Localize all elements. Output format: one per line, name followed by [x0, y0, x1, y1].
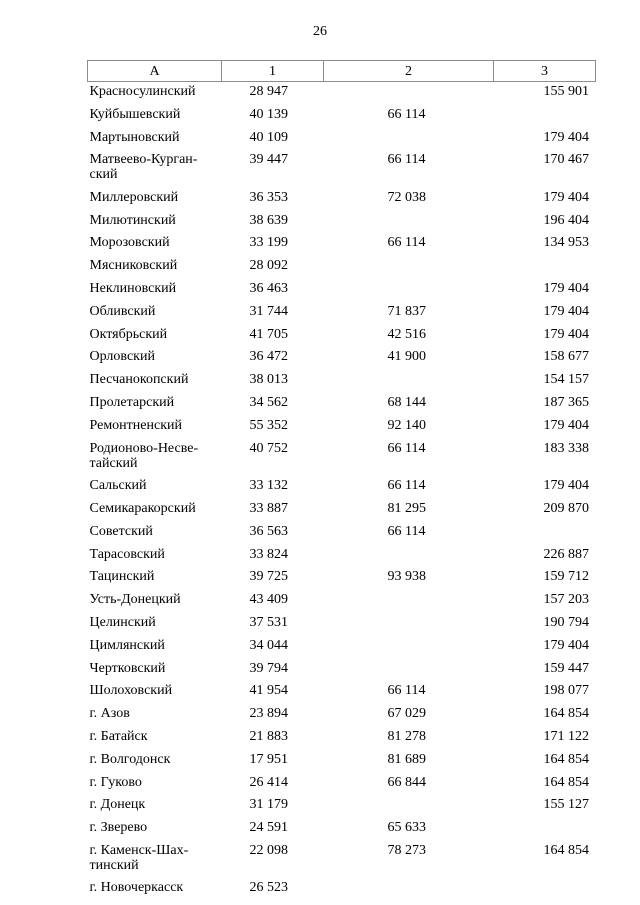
table-row — [88, 613, 596, 636]
col-3-cell — [494, 105, 596, 128]
col-1-cell: 41 954 — [249, 683, 288, 699]
row-name-cell: Тарасовский — [89, 546, 165, 562]
col-3-cell: 179 404 — [543, 303, 589, 319]
col-2-cell: 65 633 — [387, 820, 426, 836]
col-3-cell: 187 365 — [543, 395, 589, 411]
col-2-cell: 71 837 — [387, 303, 426, 319]
row-name-cell: Орловский — [89, 349, 155, 365]
col-2-cell: 72 038 — [387, 189, 426, 205]
col-1-cell: 34 562 — [249, 395, 288, 411]
col-1-cell: 40 109 — [249, 129, 288, 145]
table-row — [88, 233, 596, 256]
col-2-cell: 92 140 — [387, 417, 426, 433]
row-name-cell: Милютинский — [89, 212, 176, 228]
row-name-cell: г. Каменск-Шах-тинский — [89, 842, 189, 873]
col-3-cell: 179 404 — [543, 281, 589, 297]
table-row — [88, 499, 596, 522]
row-name-cell: Миллеровский — [89, 189, 179, 205]
col-1-cell: 33 887 — [249, 500, 288, 516]
row-name-cell: Советский — [89, 523, 153, 539]
row-name-cell: Песчанокопский — [89, 372, 189, 388]
col-2-cell — [324, 590, 494, 613]
col-3-cell: 179 404 — [543, 637, 589, 653]
col-3-cell: 164 854 — [543, 706, 589, 722]
col-3-cell — [494, 878, 596, 901]
col-1-cell: 37 531 — [249, 614, 288, 630]
table-row — [88, 105, 596, 128]
col-1-cell: 33 824 — [249, 546, 288, 562]
col-1-cell: 17 951 — [249, 751, 288, 767]
col-2-cell: 66 114 — [387, 106, 426, 122]
table-row — [88, 818, 596, 841]
col-1-cell: 31 744 — [249, 303, 288, 319]
col-2-cell: 81 295 — [387, 500, 426, 516]
col-1-cell: 36 463 — [249, 281, 288, 297]
table-row — [88, 727, 596, 750]
row-name-cell: Шолоховский — [89, 683, 173, 699]
table-row — [88, 370, 596, 393]
row-name-cell: Пролетарский — [89, 395, 175, 411]
row-name-cell: Морозовский — [89, 235, 170, 251]
col-1-cell: 40 752 — [249, 440, 288, 456]
table-row — [88, 567, 596, 590]
row-name-cell: г. Зверево — [89, 820, 148, 836]
table-row — [88, 750, 596, 773]
col-3-cell: 159 447 — [543, 660, 589, 676]
table-row — [88, 82, 596, 105]
table-row — [88, 476, 596, 499]
col-3-cell: 170 467 — [543, 152, 589, 168]
col-2-cell — [324, 613, 494, 636]
col-3-cell: 157 203 — [543, 592, 589, 608]
header-col-2: 2 — [324, 61, 494, 82]
col-1-cell: 28 092 — [249, 258, 288, 274]
row-name-cell: Неклиновский — [89, 281, 177, 297]
col-3-cell: 158 677 — [543, 349, 589, 365]
table-row — [88, 279, 596, 302]
header-col-1: 1 — [222, 61, 324, 82]
col-3-cell: 179 404 — [543, 417, 589, 433]
table-row — [88, 659, 596, 682]
table-row — [88, 773, 596, 796]
col-2-cell: 81 689 — [387, 751, 426, 767]
col-2-cell — [324, 636, 494, 659]
col-3-cell: 190 794 — [543, 614, 589, 630]
col-2-cell: 66 114 — [387, 478, 426, 494]
col-2-cell: 78 273 — [387, 842, 426, 858]
col-3-cell: 154 157 — [543, 372, 589, 388]
col-3-cell: 179 404 — [543, 326, 589, 342]
col-2-cell: 66 114 — [387, 152, 426, 168]
col-1-cell: 39 794 — [249, 660, 288, 676]
table-row — [88, 150, 596, 188]
col-1-cell: 22 098 — [249, 842, 288, 858]
table-row — [88, 841, 596, 879]
col-2-cell — [324, 279, 494, 302]
col-2-cell: 42 516 — [387, 326, 426, 342]
col-2-cell: 66 114 — [387, 440, 426, 456]
col-2-cell — [324, 256, 494, 279]
col-3-cell: 164 854 — [543, 774, 589, 790]
table-row — [88, 704, 596, 727]
col-3-cell: 179 404 — [543, 189, 589, 205]
col-3-cell: 226 887 — [543, 546, 589, 562]
col-1-cell: 38 639 — [249, 212, 288, 228]
table-row — [88, 878, 596, 901]
table-row — [88, 211, 596, 234]
col-3-cell: 179 404 — [543, 478, 589, 494]
row-name-cell: Октябрьский — [89, 326, 168, 342]
row-name-cell: г. Донецк — [89, 797, 146, 813]
col-1-cell: 39 725 — [249, 569, 288, 585]
table-row — [88, 188, 596, 211]
table-row — [88, 256, 596, 279]
row-name-cell: г. Азов — [89, 706, 130, 722]
table-row — [88, 795, 596, 818]
col-2-cell — [324, 545, 494, 568]
header-col-a: А — [88, 61, 222, 82]
row-name-cell: Семикаракорский — [89, 500, 196, 516]
col-2-cell: 68 144 — [387, 395, 426, 411]
col-2-cell — [324, 659, 494, 682]
table-row — [88, 439, 596, 477]
col-2-cell — [324, 82, 494, 105]
col-2-cell — [324, 795, 494, 818]
row-name-cell: Мясниковский — [89, 258, 178, 274]
row-name-cell: Мартыновский — [89, 129, 180, 145]
col-3-cell: 155 901 — [543, 84, 589, 99]
row-name-cell: Куйбышевский — [89, 106, 181, 122]
table-row — [88, 522, 596, 545]
col-3-cell: 198 077 — [543, 683, 589, 699]
table-row — [88, 545, 596, 568]
col-3-cell: 196 404 — [543, 212, 589, 228]
table-row — [88, 681, 596, 704]
col-2-cell — [324, 370, 494, 393]
row-name-cell: Сальский — [89, 478, 147, 494]
row-name-cell: Красносулинский — [89, 84, 196, 99]
col-1-cell: 39 447 — [249, 152, 288, 168]
col-2-cell — [324, 878, 494, 901]
col-3-cell: 179 404 — [543, 129, 589, 145]
table-header — [88, 61, 596, 82]
col-1-cell: 31 179 — [249, 797, 288, 813]
col-1-cell: 55 352 — [249, 417, 288, 433]
col-1-cell: 36 563 — [249, 523, 288, 539]
header-col-3: 3 — [494, 61, 596, 82]
table-row — [88, 302, 596, 325]
col-1-cell: 21 883 — [249, 728, 288, 744]
col-3-cell: 164 854 — [543, 842, 589, 858]
table-row — [88, 636, 596, 659]
col-1-cell: 33 199 — [249, 235, 288, 251]
col-1-cell: 26 523 — [249, 880, 288, 896]
col-2-cell: 93 938 — [387, 569, 426, 585]
row-name-cell: Цимлянский — [89, 637, 165, 653]
row-name-cell: Ремонтненский — [89, 417, 182, 433]
col-1-cell: 33 132 — [249, 478, 288, 494]
col-3-cell: 209 870 — [543, 500, 589, 516]
col-3-cell: 171 122 — [543, 728, 589, 744]
col-2-cell: 66 844 — [387, 774, 426, 790]
col-2-cell: 67 029 — [387, 706, 426, 722]
col-2-cell: 41 900 — [387, 349, 426, 365]
col-1-cell: 23 894 — [249, 706, 288, 722]
col-1-cell: 24 591 — [249, 820, 288, 836]
row-name-cell: г. Волгодонск — [89, 751, 171, 767]
row-name-cell: г. Гуково — [89, 774, 142, 790]
col-3-cell — [494, 256, 596, 279]
col-1-cell: 38 013 — [249, 372, 288, 388]
col-1-cell: 26 414 — [249, 774, 288, 790]
table-body — [88, 82, 596, 902]
data-table — [87, 60, 596, 901]
col-3-cell — [494, 522, 596, 545]
row-name-cell: Целинский — [89, 614, 156, 630]
col-1-cell: 43 409 — [249, 592, 288, 608]
table-row — [88, 393, 596, 416]
col-1-cell: 36 472 — [249, 349, 288, 365]
col-1-cell: 36 353 — [249, 189, 288, 205]
col-1-cell: 40 139 — [249, 106, 288, 122]
col-2-cell — [324, 128, 494, 151]
table-row — [88, 590, 596, 613]
col-3-cell: 155 127 — [543, 797, 589, 813]
row-name-cell: г. Батайск — [89, 728, 148, 744]
col-3-cell: 183 338 — [543, 440, 589, 456]
row-name-cell: Обливский — [89, 303, 156, 319]
col-2-cell: 66 114 — [387, 235, 426, 251]
row-name-cell: Родионово-Несве-тайский — [89, 440, 199, 471]
col-3-cell: 164 854 — [543, 751, 589, 767]
col-1-cell: 28 947 — [249, 84, 288, 99]
header-row — [88, 61, 596, 82]
row-name-cell: Чертковский — [89, 660, 166, 676]
page-number: 26 — [313, 24, 327, 39]
col-3-cell — [494, 818, 596, 841]
col-2-cell: 66 114 — [387, 683, 426, 699]
col-1-cell: 34 044 — [249, 637, 288, 653]
table-row — [88, 416, 596, 439]
row-name-cell: Тацинский — [89, 569, 155, 585]
row-name-cell: Усть-Донецкий — [89, 592, 181, 608]
table-row — [88, 347, 596, 370]
col-2-cell: 66 114 — [387, 523, 426, 539]
row-name-cell: Матвеево-Курган-ский — [89, 152, 198, 183]
col-2-cell: 81 278 — [387, 728, 426, 744]
table-row — [88, 325, 596, 348]
row-name-cell: г. Новочеркасск — [89, 880, 184, 896]
col-2-cell — [324, 211, 494, 234]
col-3-cell: 159 712 — [543, 569, 589, 585]
table-row — [88, 128, 596, 151]
col-1-cell: 41 705 — [249, 326, 288, 342]
col-3-cell: 134 953 — [543, 235, 589, 251]
